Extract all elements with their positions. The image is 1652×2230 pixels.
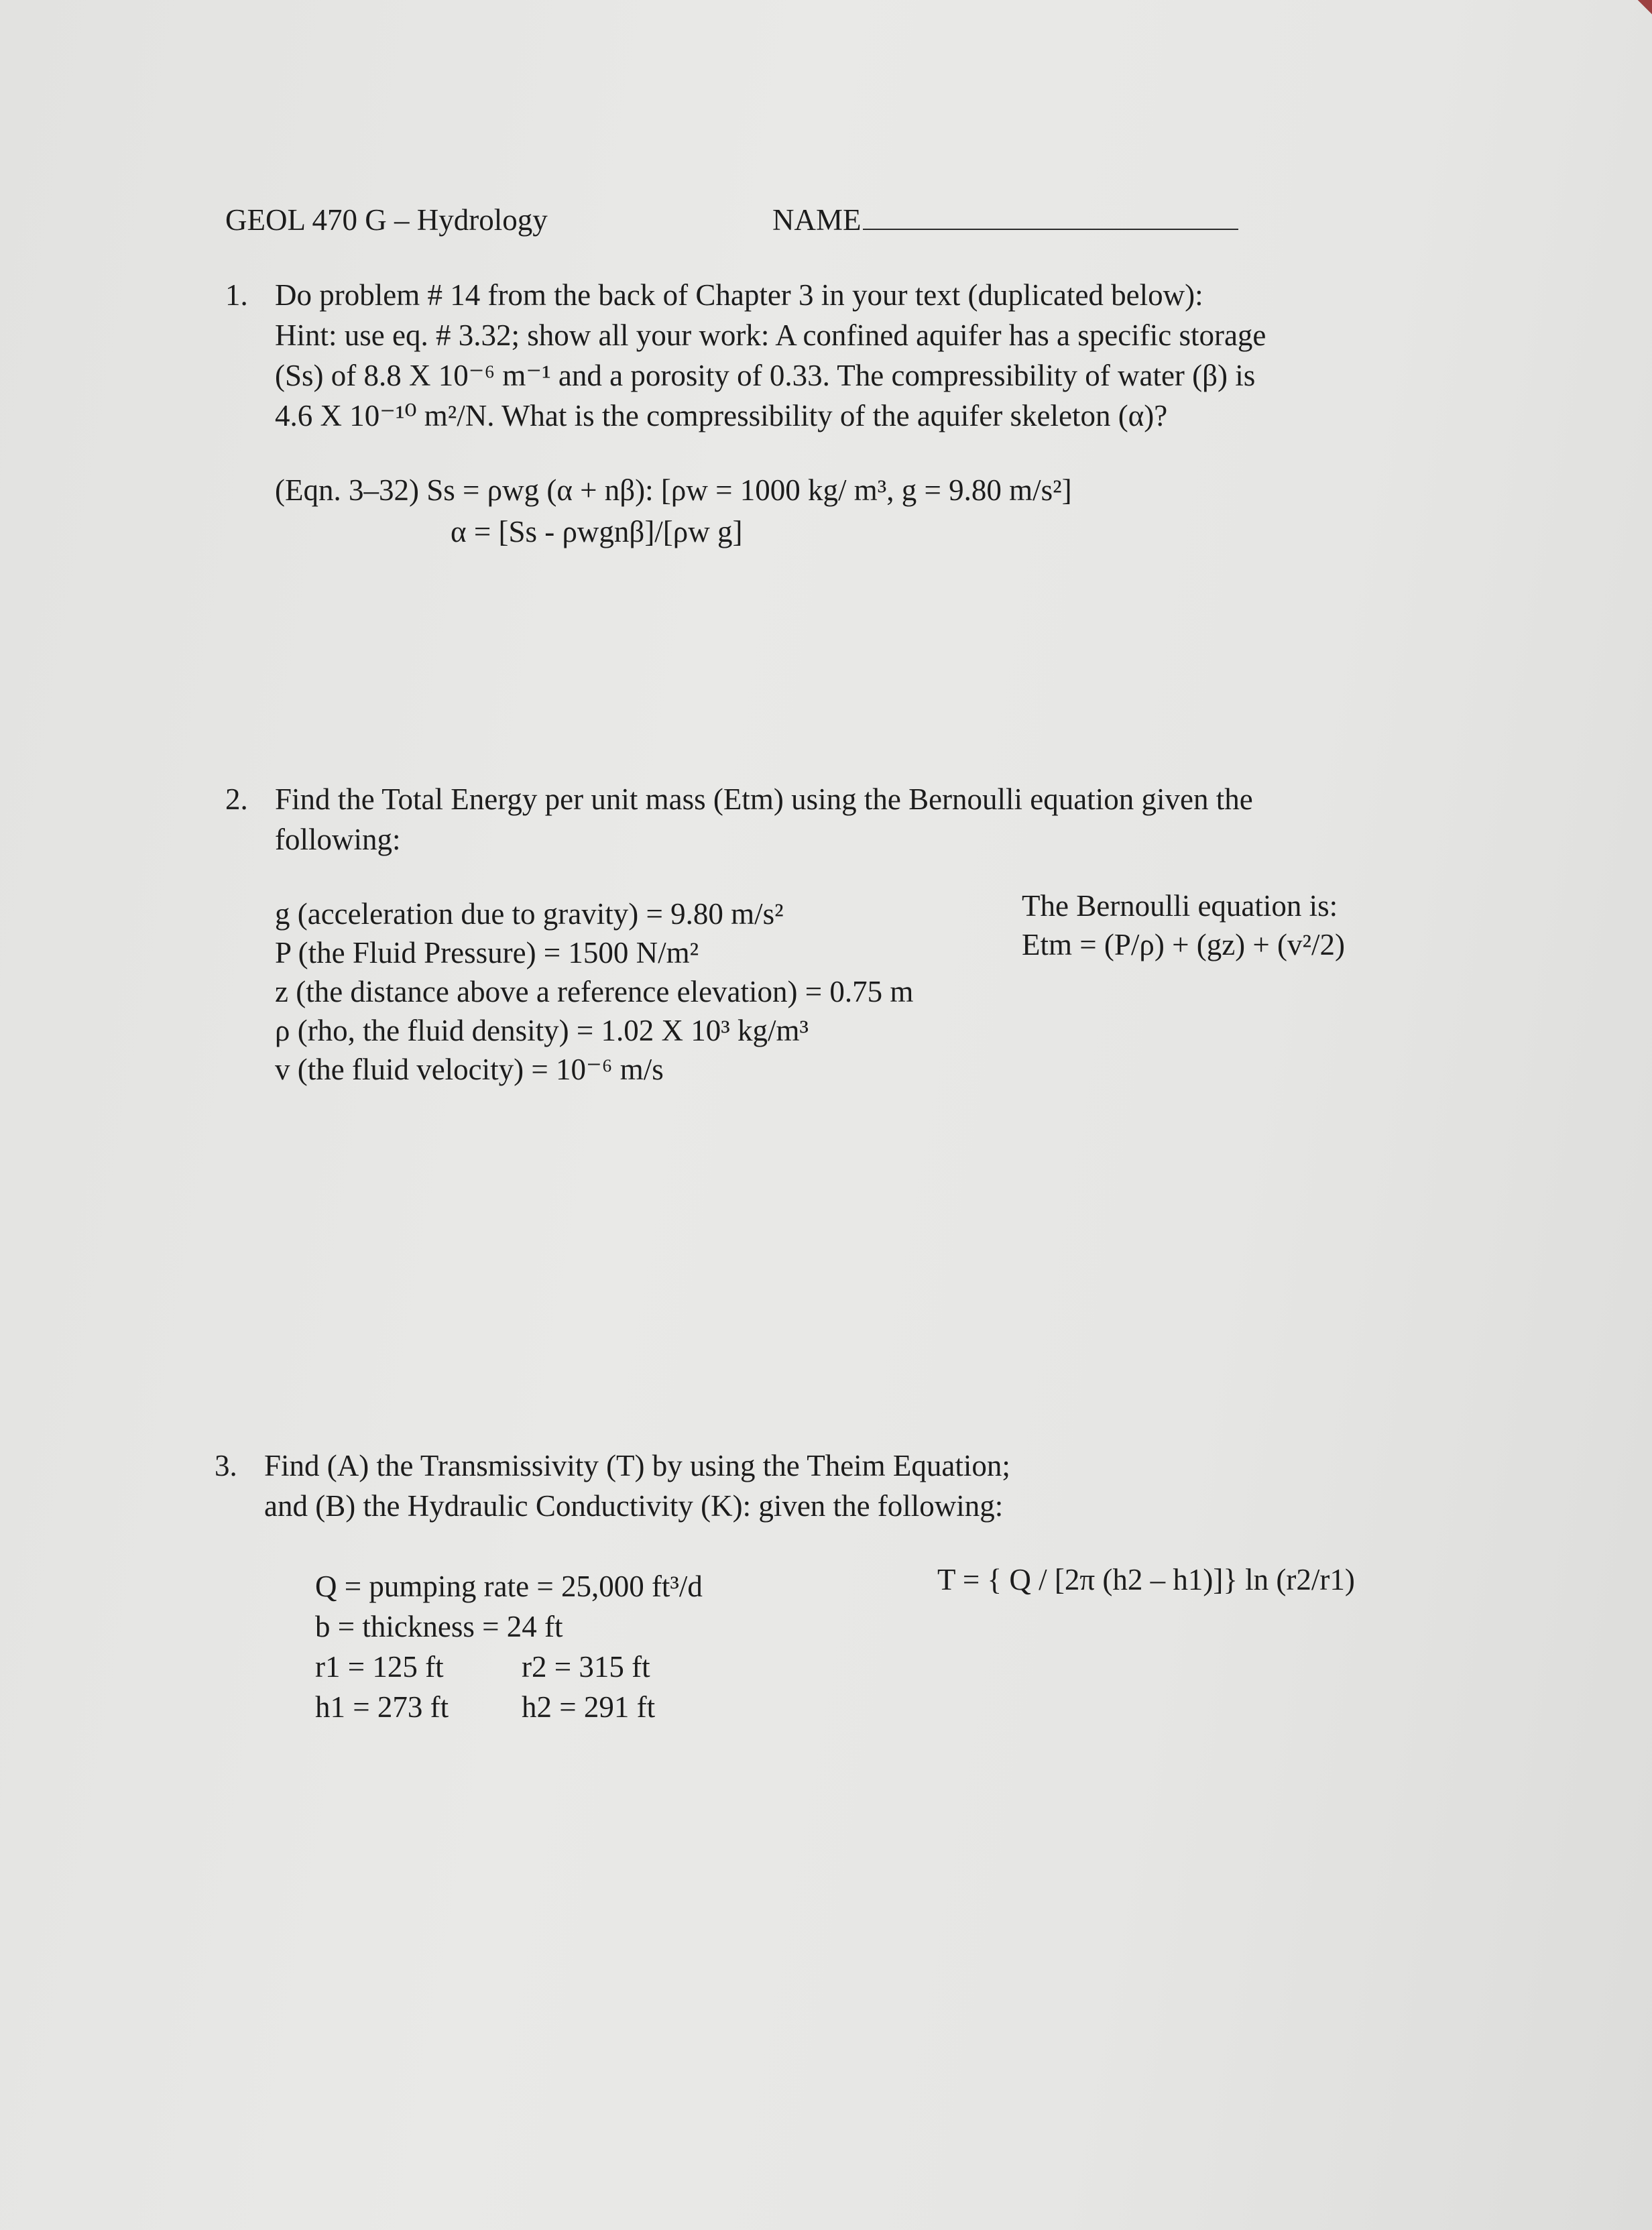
q2-line: Find the Total Energy per unit mass (Etm) using the Bernoulli equation given the — [275, 782, 1253, 816]
q3-number: 3. — [215, 1449, 237, 1482]
q1-line: Do problem # 14 from the back of Chapter 3 in your text (duplicated below): — [275, 278, 1203, 312]
bernoulli-equation: Etm = (P/ρ) + (gz) + (v²/2) — [1022, 928, 1345, 961]
name-blank-line[interactable] — [863, 206, 1238, 230]
q2-given: ρ (rho, the fluid density) = 1.02 X 10³ kg/m³ — [275, 1014, 809, 1047]
name-field[interactable] — [772, 200, 1238, 240]
bernoulli-box — [1022, 886, 1345, 964]
course-title: GEOL 470 G – Hydrology — [225, 203, 548, 237]
bernoulli-title: The Bernoulli equation is: — [1022, 889, 1338, 923]
q3-line: and (B) the Hydraulic Conductivity (K): given the following: — [264, 1489, 1004, 1523]
theim-formula: T = { Q / [2π (h2 – h1)]} ln (r2/r1) — [937, 1563, 1355, 1596]
q3-h2: h2 = 291 ft — [522, 1690, 656, 1724]
q1-equation — [275, 469, 1072, 552]
q3-line: Find (A) the Transmissivity (T) by using the Theim Equation; — [264, 1449, 1010, 1482]
q3-givens — [315, 1566, 703, 1647]
q3-h1: h1 = 273 ft — [315, 1690, 449, 1724]
q1-text — [275, 275, 1266, 436]
q2-given: P (the Fluid Pressure) = 1500 N/m² — [275, 936, 699, 970]
q2-given: g (acceleration due to gravity) = 9.80 m/s² — [275, 897, 784, 931]
name-label: NAME — [772, 203, 862, 237]
q1-equation-line1: (Eqn. 3–32) Ss = ρwg (α + nβ): [ρw = 1000 kg/ m³, g = 9.80 m/s²] — [275, 473, 1072, 507]
q3-given: Q = pumping rate = 25,000 ft³/d — [315, 1570, 703, 1603]
q1-equation-line2: α = [Ss - ρwgnβ]/[ρw g] — [451, 515, 743, 548]
q2-givens — [275, 894, 913, 1089]
q1-line: (Ss) of 8.8 X 10⁻⁶ m⁻¹ and a porosity of 0.33. The compressibility of water (β) is — [275, 359, 1256, 392]
background-edge — [1632, 0, 1652, 20]
q1-line: 4.6 X 10⁻¹⁰ m²/N. What is the compressibility of the aquifer skeleton (α)? — [275, 399, 1168, 432]
q2-number: 2. — [225, 782, 248, 816]
q2-given: z (the distance above a reference elevation) = 0.75 m — [275, 975, 914, 1008]
q2-line: following: — [275, 823, 401, 856]
q3-given: b = thickness = 24 ft — [315, 1610, 563, 1643]
q1-number: 1. — [225, 278, 248, 312]
q1-line: Hint: use eq. # 3.32; show all your work: A confined aquifer has a specific storage — [275, 318, 1266, 352]
q3-r1: r1 = 125 ft — [315, 1650, 444, 1684]
q3-text — [264, 1446, 1010, 1526]
q2-given: v (the fluid velocity) = 10⁻⁶ m/s — [275, 1053, 664, 1086]
q3-r2: r2 = 315 ft — [522, 1650, 650, 1684]
q2-text — [275, 779, 1253, 860]
